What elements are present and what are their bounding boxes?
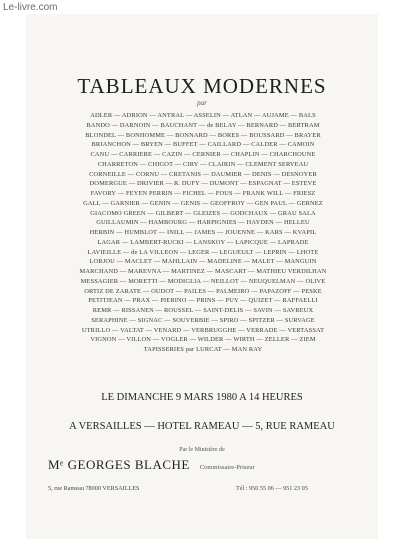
par-label: par <box>197 99 207 107</box>
watermark: Le-livre.com <box>3 2 58 13</box>
artist-line: TAPISSERIES par LURCAT — MAN RAY <box>143 346 263 353</box>
artist-line: DOMERGUE — DRIVIER — R. DUFY — DUMONT — ESPAGNAT — ESTEVE <box>89 180 317 188</box>
artist-line: GUILLAUMIN — HAMBOURG — HARPIGNIES — HAYDEN — HELLEU <box>96 219 310 227</box>
auctioneer-address: 5, rue Rameau 78000 VERSAILLES <box>48 485 140 492</box>
artist-line: BANDO — DARNOIN — BAUCHANT — de BELAY — BERNARD — BERTRAM <box>86 121 320 129</box>
artist-line: VIGNON — VILLON — VOGLER — WILDER — WIRTH — ZELLER — ZIEM <box>90 336 316 344</box>
artist-line: CANU — CARRIERE — CAZIN — CERNIER — CHAPLIN — CHARCHOUNE <box>90 151 316 158</box>
par-ministere-label: Par le Ministère de <box>179 447 225 453</box>
poster-title: TABLEAUX MODERNES <box>77 74 327 98</box>
artist-line: MARCHAND — MAREVNA — MARTINEZ — MASCART — MATHIEU VERDILHAN <box>79 268 327 275</box>
auctioneer-name: Mᵉ GEORGES BLACHE <box>48 457 190 472</box>
artist-line: LAVIEILLE — de LA VILLEON — LEGER — LEGUEULT — LEPRIN — LHOTE <box>87 248 319 256</box>
artist-line: LORJOU — MACLET — MAHLLAIN — MADELINE — MALET — MANGUIN <box>89 258 317 266</box>
artist-line: ORTIZ DE ZARATE — OUDOT — PAILES — PALMEIRO — PAPAZOFF — PESKE <box>84 287 322 295</box>
auctioneer-phone: Tél : 950 55 06 — 951 23 05 <box>236 485 308 492</box>
artist-line: MESSAGIER — MORETTI — MODIGLIA — NEILLOT — NEUQUELMAN — OLIVE <box>80 277 326 285</box>
artist-line: GIACOMO GREEN — GILBERT — GLEIZES — GODCHAUX — GRAU SALA <box>90 209 316 217</box>
artist-line: SERAPHINE — SIGNAC — SOUVERBIE — SPIRO — SPITZER — SURVAGE <box>91 316 315 324</box>
artist-line: BLONDEL — BONHOMME — BONNARD — BORES — BOUSSARD — BRAYER <box>85 131 321 139</box>
venue-address: A VERSAILLES — HOTEL RAMEAU — 5, RUE RAMEAU <box>69 421 335 432</box>
artist-line: CORNEILLE — CORNU — CRETANIS — DAUMIER — DENIS — DESNOYER <box>89 170 317 178</box>
artist-line: CHARRETON — CHIGOT — CIRY — CLAIRIN — CLEMENT SERVEAU <box>97 160 309 168</box>
artist-line: FAVORY — FEYEN PERRIN — FICHEL — FOUS — FRANK WILL — FRIESZ <box>90 190 316 197</box>
artist-line: REMR — RISSANEN — ROUSSEL — SAINT-DELIS — SAVIN — SAVREUX <box>92 307 314 314</box>
auctioneer-role: Commissaire-Priseur <box>199 464 255 471</box>
artist-line: GALL — GARNIER — GENIN — GENIS — GEOFFROY — GEN PAUL — GERNEZ <box>83 199 323 207</box>
artist-line: LAGAR — LAMBERT-RUCKI — LANSKOY — LAPICQUE — LAPRADE <box>97 238 309 246</box>
auctioneer <box>48 456 255 474</box>
artist-line: HERBIN — HUMBLOT — INILL — JAMES — JOUENNE — KARS — KVAPIL <box>89 229 317 236</box>
poster-page <box>26 14 378 539</box>
artist-list <box>34 111 372 355</box>
artist-line: UTRILLO — VALTAT — VENARD — VERBRUGGHE — VERRADE — VERTASSAT <box>81 326 325 334</box>
artist-line: ADLER — ADRION — ANTRAL — ASSELIN — ATLAN — AUJAME — BALS <box>90 112 316 119</box>
artist-line: BRIANCHON — BRYEN — BUFFET — CAILLARD — CALDER — CAMOIN <box>91 141 315 149</box>
artist-line: PETITJEAN — PRAX — PIERINO — PRINS — PUY — QUIZET — RAFFAELLI <box>88 297 318 305</box>
event-date: LE DIMANCHE 9 MARS 1980 A 14 HEURES <box>101 392 303 403</box>
